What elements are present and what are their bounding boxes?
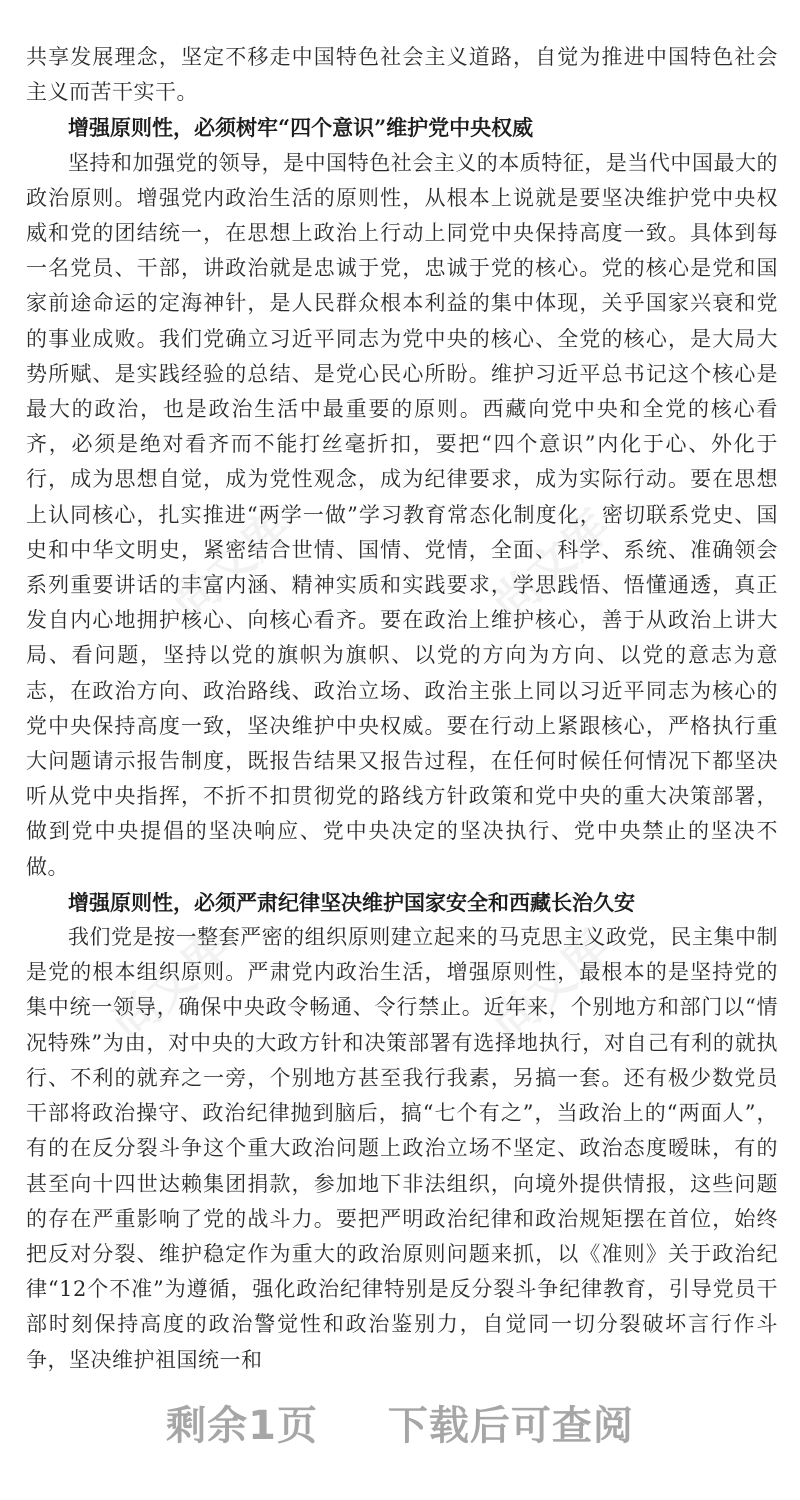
- watermark: 尚文库: [101, 918, 241, 1052]
- paragraph-intro-continuation: 共享发展理念，坚定不移走中国特色社会主义道路，自觉为推进中国特色社会主义而苦干实干。: [26, 45, 778, 105]
- remaining-pages-banner[interactable]: [0, 1394, 800, 1451]
- download-to-view-label: 下载后可查阅: [387, 1403, 634, 1449]
- document-body: [26, 40, 778, 1378]
- paragraph-party-leadership: 坚持和加强党的领导，是中国特色社会主义的本质特征，是当代中国最大的政治原则。增强党内政治生活的原则性，从根本上说就是要坚决维护党中央权威和党的团结统一，在思想上政治上行动上同党中央保持高度一致。具体到每一名党员、干部，讲政治就是忠诚于党，忠诚于党的核心。党的核心是党和国家前途命运的定海神针，是人民群众根本利益的集中体现，关乎国家兴衰和党的事业成败。我们党确立习近平同志为党中央的核心、全党的核心，是大局大势所赋、是实践经验的总结、是党心民心所盼。维护习近平总书记这个核心是最大的政治，也是政治生活中最重要的原则。西藏向党中央和全党的核心看齐，必须是绝对看齐而不能打丝毫折扣，要把“四个意识”内化于心、外化于行，成为思想自觉，成为党性观念，成为纪律要求，成为实际行动。要在思想上认同核心，扎实推进“两学一做”学习教育常态化制度化，密切联系党史、国史和中华文明史，紧密结合世情、国情、党情，全面、科学、系统、准确领会系列重要讲话的丰富内涵、精神实质和实践要求，学思践悟、悟懂通透，真正发自内心地拥护核心、向核心看齐。要在政治上维护核心，善于从政治上讲大局、看问题，坚持以党的旗帜为旗帜、以党的方向为方向、以党的意志为意志，在政治方向、政治路线、政治立场、政治主张上同以习近平同志为核心的党中央保持高度一致，坚决维护中央权威。要在行动上紧跟核心，严格执行重大问题请示报告制度，既报告结果又报告过程，在任何时候任何情况下都坚决听从党中央指挥，不折不扣贯彻党的路线方针政策和党中央的重大决策部署，做到党中央提倡的坚决响应、党中央决定的坚决执行、党中央禁止的坚决不做。: [26, 150, 778, 879]
- paragraph-organizational-principle: 我们党是按一整套严密的组织原则建立起来的马克思主义政党，民主集中制是党的根本组织原则。严肃党内政治生活，增强原则性，最根本的是坚持党的集中统一领导，确保中央政令畅通、令行禁止。近年来，个别地方和部门以“情况特殊”为由，对中央的大政方针和决策部署有选择地执行，对自己有利的就执行、不利的就弃之一旁，个别地方甚至我行我素，另搞一套。还有极少数党员干部将政治操守、政治纪律抛到脑后，搞“七个有之”，当政治上的“两面人”，有的在反分裂斗争这个重大政治问题上政治立场不坚定、政治态度暧昧，有的甚至向十四世达赖集团捐款，参加地下非法组织，向境外提供情报，这些问题的存在严重影响了党的战斗力。要把严明政治纪律和政治规矩摆在首位，始终把反对分裂、维护稳定作为重大的政治原则问题来抓，以《准则》关于政治纪律“12个不准”为遵循，强化政治纪律特别是反分裂斗争纪律教育，引导党员干部时刻保持高度的政治警觉性和政治鉴别力，自觉同一切分裂破坏言行作斗争，坚决维护祖国统一和: [26, 925, 778, 1372]
- watermark: 尚文库: [161, 498, 301, 632]
- watermark: 尚文库: [481, 918, 621, 1052]
- remaining-pages-label: 剩余1页: [166, 1403, 318, 1449]
- section-heading-discipline-security: 增强原则性，必须严肃纪律坚决维护国家安全和西藏长治久安: [68, 889, 635, 915]
- section-heading-four-consciousness: 增强原则性，必须树牢“四个意识”维护党中央权威: [68, 115, 534, 141]
- watermark: 尚文库: [481, 498, 621, 632]
